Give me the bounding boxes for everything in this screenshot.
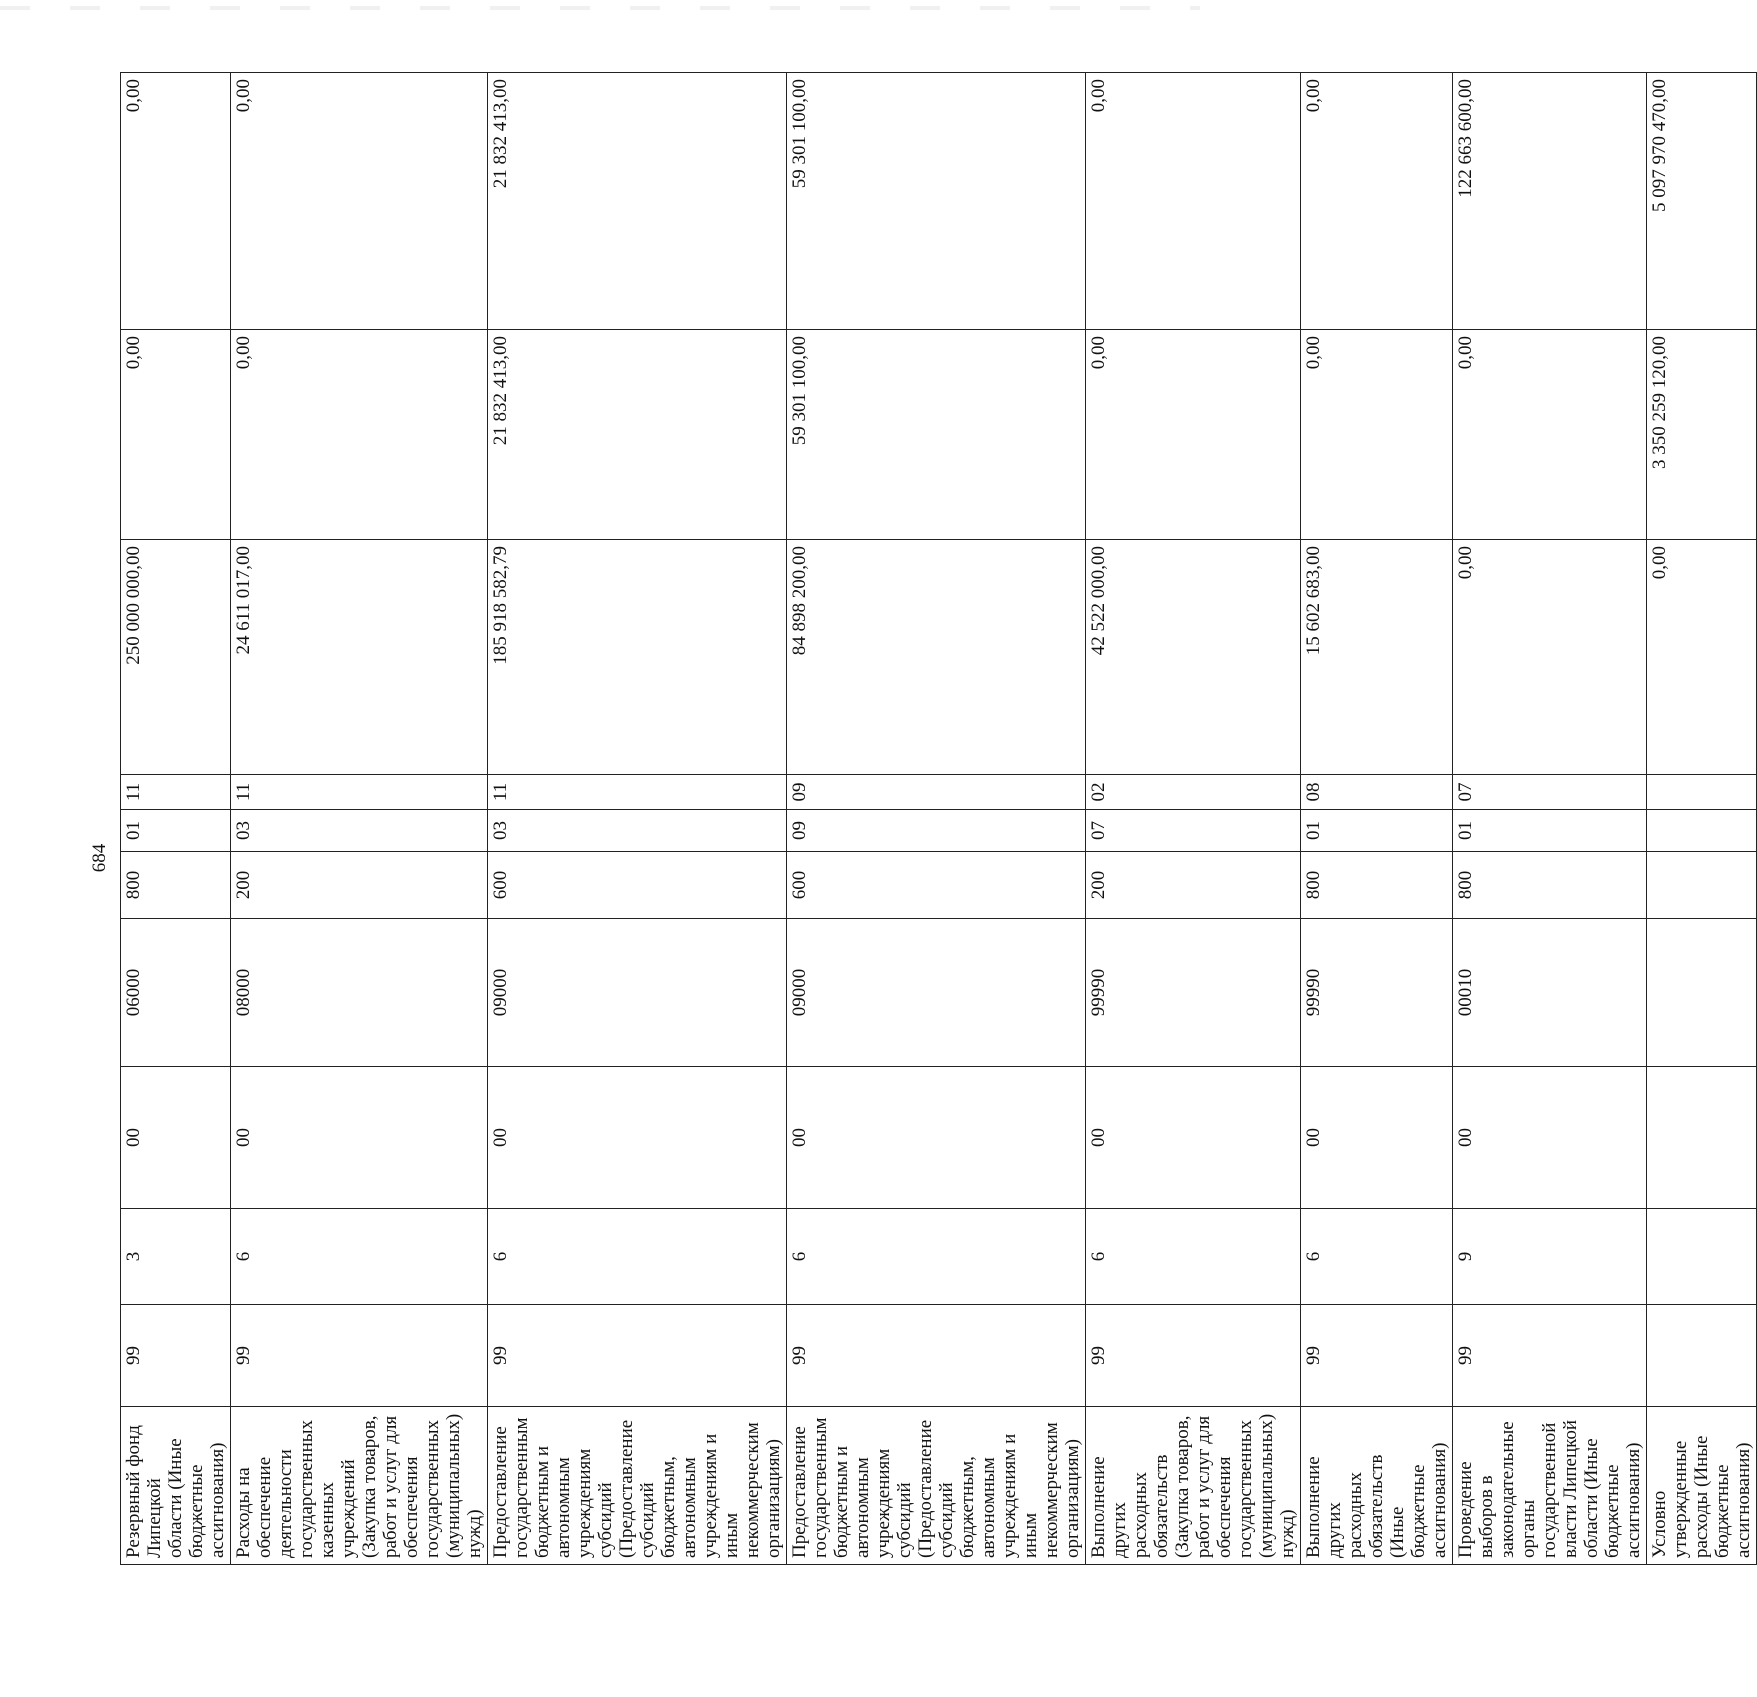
scan-artifact (0, 6, 1200, 10)
main-activity-code: 00 (1301, 1067, 1453, 1209)
subsection-code: 11 (231, 775, 488, 810)
section-code: 03 (231, 810, 488, 852)
program-code: 99 (1301, 1305, 1453, 1407)
amount-year-2: 0,00 (1086, 330, 1301, 540)
amount-year-2: 3 350 259 120,00 (1647, 330, 1757, 540)
table-row (1453, 73, 1647, 1565)
row-description: Предоставление государственным бюджетным и автономным учреждениям субсидий (Предоставление субсидий бюджетным, автономным учреждениям и иным некоммерческим организациям) (488, 1407, 787, 1565)
row-description: Расходы на обеспечение деятельности государственных казенных учреждений (Закупка товаров, работ и услуг для обеспечения государственных (муниципальных) нужд) (231, 1407, 488, 1565)
subprogram-code: 6 (787, 1209, 1086, 1305)
amount-year-1: 42 522 000,00 (1086, 540, 1301, 775)
amount-year-2: 0,00 (121, 330, 231, 540)
direction-code: 99990 (1301, 919, 1453, 1067)
budget-table-body (121, 73, 1757, 1565)
subprogram-code: 6 (231, 1209, 488, 1305)
direction-code: 06000 (121, 919, 231, 1067)
expense-type-code: 800 (121, 852, 231, 919)
amount-year-3: 0,00 (121, 73, 231, 330)
amount-year-1: 24 611 017,00 (231, 540, 488, 775)
amount-year-3: 59 301 100,00 (787, 73, 1086, 330)
section-code (1647, 810, 1757, 852)
subsection-code (1647, 775, 1757, 810)
program-code: 99 (1086, 1305, 1301, 1407)
row-description: Проведение выборов в законодательные органы государственной власти Липецкой области (Иные бюджетные ассигнования) (1453, 1407, 1647, 1565)
program-code: 99 (121, 1305, 231, 1407)
direction-code (1647, 919, 1757, 1067)
subsection-code: 11 (488, 775, 787, 810)
subprogram-code: 6 (1301, 1209, 1453, 1305)
amount-year-1: 250 000 000,00 (121, 540, 231, 775)
subsection-code: 08 (1301, 775, 1453, 810)
subsection-code: 09 (787, 775, 1086, 810)
section-code: 01 (121, 810, 231, 852)
table-row (1086, 73, 1301, 1565)
amount-year-2: 0,00 (1301, 330, 1453, 540)
subsection-code: 07 (1453, 775, 1647, 810)
expense-type-code: 800 (1453, 852, 1647, 919)
subprogram-code: 6 (488, 1209, 787, 1305)
direction-code: 00010 (1453, 919, 1647, 1067)
amount-year-3: 122 663 600,00 (1453, 73, 1647, 330)
table-row (1301, 73, 1453, 1565)
row-description: Предоставление государственным бюджетным и автономным учреждениям субсидий (Предоставление субсидий бюджетным, автономным учреждениям и иным некоммерческим организациям) (787, 1407, 1086, 1565)
subprogram-code: 9 (1453, 1209, 1647, 1305)
amount-year-1: 0,00 (1647, 540, 1757, 775)
amount-year-3: 0,00 (1086, 73, 1301, 330)
table-row (787, 73, 1086, 1565)
program-code: 99 (1453, 1305, 1647, 1407)
amount-year-3: 0,00 (1301, 73, 1453, 330)
expense-type-code (1647, 852, 1757, 919)
row-description: Выполнение других расходных обязательств (Закупка товаров, работ и услуг для обеспечения государственных (муниципальных) нужд) (1086, 1407, 1301, 1565)
main-activity-code: 00 (787, 1067, 1086, 1209)
section-code: 01 (1301, 810, 1453, 852)
row-description: Резервный фонд Липецкой области (Иные бюджетные ассигнования) (121, 1407, 231, 1565)
program-code: 99 (488, 1305, 787, 1407)
amount-year-3: 21 832 413,00 (488, 73, 787, 330)
table-row (488, 73, 787, 1565)
amount-year-2: 59 301 100,00 (787, 330, 1086, 540)
subsection-code: 02 (1086, 775, 1301, 810)
amount-year-3: 5 097 970 470,00 (1647, 73, 1757, 330)
page-number: 684 (89, 843, 110, 873)
table-row (121, 73, 231, 1565)
budget-table (120, 72, 1757, 1565)
main-activity-code: 00 (1453, 1067, 1647, 1209)
main-activity-code: 00 (1086, 1067, 1301, 1209)
section-code: 09 (787, 810, 1086, 852)
direction-code: 99990 (1086, 919, 1301, 1067)
section-code: 07 (1086, 810, 1301, 852)
row-description: Условно утвержденные расходы (Иные бюджетные ассигнования) (1647, 1407, 1757, 1565)
row-description: Выполнение других расходных обязательств (Иные бюджетные ассигнования) (1301, 1407, 1453, 1565)
amount-year-1: 185 918 582,79 (488, 540, 787, 775)
subprogram-code: 6 (1086, 1209, 1301, 1305)
expense-type-code: 800 (1301, 852, 1453, 919)
section-code: 01 (1453, 810, 1647, 852)
amount-year-1: 84 898 200,00 (787, 540, 1086, 775)
table-row (1647, 73, 1757, 1565)
amount-year-2: 21 832 413,00 (488, 330, 787, 540)
main-activity-code: 00 (231, 1067, 488, 1209)
amount-year-3: 0,00 (231, 73, 488, 330)
subprogram-code (1647, 1209, 1757, 1305)
program-code (1647, 1305, 1757, 1407)
amount-year-1: 0,00 (1453, 540, 1647, 775)
main-activity-code: 00 (121, 1067, 231, 1209)
expense-type-code: 200 (1086, 852, 1301, 919)
program-code: 99 (787, 1305, 1086, 1407)
amount-year-2: 0,00 (231, 330, 488, 540)
subsection-code: 11 (121, 775, 231, 810)
section-code: 03 (488, 810, 787, 852)
direction-code: 08000 (231, 919, 488, 1067)
budget-table-rotated (120, 73, 1754, 1565)
main-activity-code: 00 (488, 1067, 787, 1209)
program-code: 99 (231, 1305, 488, 1407)
expense-type-code: 600 (787, 852, 1086, 919)
amount-year-2: 0,00 (1453, 330, 1647, 540)
direction-code: 09000 (488, 919, 787, 1067)
amount-year-1: 15 602 683,00 (1301, 540, 1453, 775)
table-row (231, 73, 488, 1565)
expense-type-code: 600 (488, 852, 787, 919)
subprogram-code: 3 (121, 1209, 231, 1305)
expense-type-code: 200 (231, 852, 488, 919)
main-activity-code (1647, 1067, 1757, 1209)
direction-code: 09000 (787, 919, 1086, 1067)
